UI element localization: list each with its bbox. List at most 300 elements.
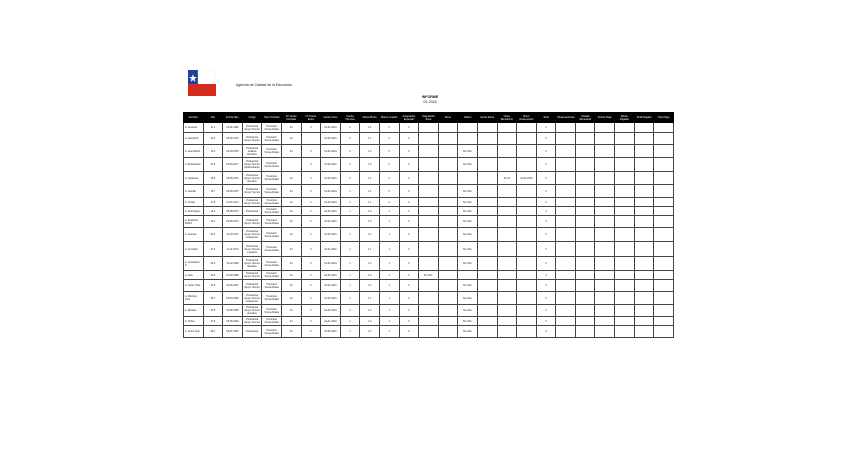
table-cell <box>575 133 595 145</box>
table-cell: 10-10-1971 <box>223 228 243 242</box>
table-cell: 04-04-1977 <box>223 158 243 172</box>
table-cell: 28.1 <box>203 326 223 338</box>
table-cell: 1.1 <box>360 242 380 257</box>
table-cell: Honorario Suma Alzada <box>262 158 282 172</box>
table-cell <box>477 172 497 185</box>
column-header: Bono Desempeño <box>517 113 537 123</box>
table-cell: 0 <box>536 123 556 133</box>
table-cell <box>438 280 458 292</box>
table-cell <box>654 228 674 242</box>
table-cell: Profesional Analista Estudios <box>242 145 262 158</box>
table-cell: Honorario Suma Alzada <box>262 242 282 257</box>
table-cell: 0 <box>536 228 556 242</box>
table-cell: 0 <box>340 123 360 133</box>
table-cell <box>575 280 595 292</box>
table-cell <box>517 280 537 292</box>
table-cell: 02-02-1979 <box>223 133 243 145</box>
table-cell: 01-01-2016 <box>321 257 341 271</box>
column-header: Horas Extra <box>477 113 497 123</box>
table-cell <box>556 292 576 305</box>
table-cell: 2 <box>301 271 321 280</box>
table-cell: 01-01-1980 <box>223 123 243 133</box>
table-cell <box>615 326 635 338</box>
government-logo <box>188 70 216 96</box>
table-cell: Profesional Apoyo Técnico Evaluación <box>244 293 260 303</box>
table-cell: 0 <box>399 242 419 257</box>
table-cell: Sin Obs. <box>458 317 478 326</box>
table-row <box>184 172 674 185</box>
table-cell: 0 <box>536 185 556 198</box>
table-cell: Sin Obs. <box>458 242 478 257</box>
table-cell <box>556 242 576 257</box>
table-cell <box>497 292 517 305</box>
table-cell: 07-07-1974 <box>223 198 243 207</box>
table-cell: 1 <box>340 198 360 207</box>
table-cell <box>654 207 674 216</box>
table-cell: Profesional Apoyo Técnico <box>244 318 260 324</box>
table-row <box>184 292 674 305</box>
table-cell <box>654 198 674 207</box>
table-cell <box>615 185 635 198</box>
table-cell <box>517 123 537 133</box>
table-cell: 11-11-1970 <box>223 242 243 257</box>
table-cell <box>595 207 615 216</box>
column-header: Monto Líquido <box>379 113 399 123</box>
table-cell: 0 <box>301 158 321 172</box>
table-row <box>184 145 674 158</box>
table-cell: 0 <box>536 305 556 317</box>
table-cell <box>477 257 497 271</box>
table-cell <box>654 133 674 145</box>
table-cell: 44 <box>281 292 301 305</box>
table-cell <box>477 158 497 172</box>
table-cell: Honorario Suma Alzada <box>262 172 282 185</box>
table-cell: 20.2 <box>203 228 223 242</box>
table-cell: 0 <box>340 172 360 185</box>
column-header: Asignación Especial <box>399 113 419 123</box>
table-cell: A. Cárdenas <box>184 172 204 185</box>
table-cell: A. Morales <box>184 305 204 317</box>
table-cell: 44 <box>281 242 301 257</box>
table-cell: Sin Obs. <box>419 271 439 280</box>
table-cell: 1 <box>379 280 399 292</box>
table-cell <box>477 185 497 198</box>
table-cell: 24.6 <box>203 280 223 292</box>
table-cell <box>419 280 439 292</box>
report-title: INFORME <box>421 95 439 99</box>
table-cell <box>615 216 635 228</box>
table-cell: A. Fuentes <box>184 228 204 242</box>
table-cell: 0 <box>536 207 556 216</box>
table-cell: 0 <box>399 185 419 198</box>
table-cell <box>438 207 458 216</box>
table-cell: 1 <box>340 317 360 326</box>
table-row <box>184 185 674 198</box>
table-cell: 14.5 <box>203 158 223 172</box>
table-cell: 05-06-1964 <box>223 317 243 326</box>
table-cell: 1 <box>340 242 360 257</box>
table-row <box>184 242 674 257</box>
table-cell <box>634 185 654 198</box>
table-cell: A. Arancibia R. <box>184 145 204 158</box>
table-cell: 01-01-2016 <box>321 172 341 185</box>
table-cell <box>477 216 497 228</box>
table-cell <box>517 242 537 257</box>
table-cell <box>615 280 635 292</box>
table-cell: A. López Silva <box>184 280 204 292</box>
table-cell <box>517 317 537 326</box>
table-cell <box>556 158 576 172</box>
table-cell <box>634 271 654 280</box>
table-cell <box>615 198 635 207</box>
table-cell: 0 <box>536 326 556 338</box>
table-cell: 01-01-2016 <box>321 145 341 158</box>
table-cell <box>575 172 595 185</box>
table-cell: A. Díaz Rojas <box>184 207 204 216</box>
table-cell <box>634 326 654 338</box>
column-header: Rut <box>203 113 223 123</box>
table-cell: 1 <box>379 305 399 317</box>
table-cell: 0 <box>536 172 556 185</box>
table-cell: 44 <box>281 326 301 338</box>
table-cell: 0 <box>301 172 321 185</box>
table-cell <box>575 123 595 133</box>
table-cell <box>497 257 517 271</box>
table-cell: A. Acevedo <box>184 123 204 133</box>
column-header: Fecha Nac. <box>223 113 243 123</box>
table-cell: 1.3 <box>360 305 380 317</box>
table-cell <box>595 317 615 326</box>
table-cell: Sin Obs. <box>458 305 478 317</box>
table-cell: Sin Obs. <box>458 257 478 271</box>
table-cell: Profesional Apoyo Técnico <box>242 133 262 145</box>
table-cell: A. González <box>184 242 204 257</box>
table-cell <box>615 317 635 326</box>
table-cell: 25.7 <box>203 292 223 305</box>
table-cell <box>634 242 654 257</box>
table-cell: 0 <box>536 242 556 257</box>
table-cell <box>419 185 439 198</box>
table-cell <box>615 228 635 242</box>
table-cell <box>419 228 439 242</box>
table-cell <box>477 326 497 338</box>
table-cell: 2 <box>301 317 321 326</box>
table-cell <box>517 228 537 242</box>
table-cell <box>438 305 458 317</box>
table-cell: 0 <box>399 326 419 338</box>
table-cell <box>340 216 360 228</box>
table-cell <box>497 185 517 198</box>
table-row <box>184 317 674 326</box>
table-row <box>184 271 674 280</box>
table-cell <box>634 123 654 133</box>
table-cell <box>556 185 576 198</box>
table-cell: 1.1 <box>360 292 380 305</box>
table-cell <box>575 305 595 317</box>
staff-table <box>183 112 674 338</box>
table-cell: 1 <box>379 326 399 338</box>
table-cell: 0 <box>399 158 419 172</box>
table-cell <box>419 158 439 172</box>
table-cell: 44 <box>281 123 301 133</box>
table-cell <box>477 133 497 145</box>
table-row <box>184 198 674 207</box>
table-cell: 1.2 <box>360 228 380 242</box>
table-cell: 0 <box>536 133 556 145</box>
table-cell <box>419 216 439 228</box>
table-row <box>184 158 674 172</box>
table-cell: Honorario Suma Alzada <box>262 280 282 292</box>
table-cell <box>595 145 615 158</box>
table-cell: 01-01-2016 <box>321 280 341 292</box>
table-cell: A. Bustamante <box>184 158 204 172</box>
table-cell <box>615 242 635 257</box>
table-cell: 1 <box>340 280 360 292</box>
table-cell: 1.2 <box>360 185 380 198</box>
table-cell <box>419 207 439 216</box>
table-cell <box>281 158 301 172</box>
table-cell: Profesional Apoyo Técnico <box>242 216 262 228</box>
table-cell <box>419 317 439 326</box>
table-cell: Honorario Suma Alzada <box>262 317 282 326</box>
table-row <box>184 326 674 338</box>
table-cell: Sin Obs. <box>458 158 478 172</box>
table-cell <box>438 133 458 145</box>
table-cell: 21.3 <box>203 242 223 257</box>
table-cell <box>556 123 576 133</box>
table-cell: 1.0 <box>360 271 380 280</box>
table-cell: A. Espinoza Muñoz <box>184 216 204 228</box>
table-cell: 1.2 <box>360 326 380 338</box>
table-cell <box>438 242 458 257</box>
table-cell: 44 <box>281 317 301 326</box>
table-cell <box>595 216 615 228</box>
table-cell: 26.8 <box>203 305 223 317</box>
table-cell <box>595 326 615 338</box>
table-cell: 0 <box>399 305 419 317</box>
table-cell <box>615 133 635 145</box>
table-cell <box>634 172 654 185</box>
table-cell <box>634 305 654 317</box>
table-cell: 0 <box>399 145 419 158</box>
table-cell: 44 <box>281 305 301 317</box>
table-cell: 1.3 <box>360 207 380 216</box>
table-cell: Sin Obs. <box>458 145 478 158</box>
table-cell: 12.3 <box>203 133 223 145</box>
table-cell: 0 <box>379 133 399 145</box>
table-cell: 0 <box>536 280 556 292</box>
table-cell <box>575 242 595 257</box>
table-cell <box>477 292 497 305</box>
table-cell: Profesional Apoyo Técnico <box>244 124 260 131</box>
table-cell: Profesional Apoyo Técnico Estudios <box>242 257 262 271</box>
report-date: 01-2016 <box>423 100 437 104</box>
table-row <box>184 123 674 133</box>
table-cell <box>458 123 478 133</box>
table-cell: A. Castillo <box>184 185 204 198</box>
table-cell: 2 <box>301 305 321 317</box>
table-cell: 0 <box>301 123 321 133</box>
table-cell: 1 <box>340 271 360 280</box>
table-cell <box>575 185 595 198</box>
table-cell <box>595 172 615 185</box>
table-cell <box>477 198 497 207</box>
table-cell: 0 <box>379 198 399 207</box>
table-cell: 01-01-2016 <box>321 228 341 242</box>
table-cell: 01-01 <box>497 172 517 185</box>
table-cell: Honorario Suma Alzada <box>262 292 282 305</box>
table-cell: 44 <box>281 172 301 185</box>
table-cell: 2 <box>301 228 321 242</box>
table-cell <box>575 198 595 207</box>
table-cell <box>438 228 458 242</box>
table-cell: 44 <box>281 198 301 207</box>
table-cell <box>634 292 654 305</box>
table-cell: Honorario Suma Alzada <box>262 216 282 228</box>
table-cell: 0 <box>536 292 556 305</box>
table-cell: 44 <box>281 145 301 158</box>
table-cell <box>595 271 615 280</box>
table-cell: 2 <box>301 185 321 198</box>
table-cell: 0 <box>399 280 419 292</box>
table-cell <box>517 185 537 198</box>
table-cell <box>556 317 576 326</box>
table-cell: Profesional Apoyo Técnico <box>244 199 260 205</box>
table-cell: 0 <box>536 158 556 172</box>
table-cell <box>517 207 537 216</box>
table-cell: A. Jara <box>184 271 204 280</box>
table-cell: 06-06-1975 <box>223 185 243 198</box>
table-cell <box>556 198 576 207</box>
table-cell <box>595 257 615 271</box>
table-cell: 0 <box>536 216 556 228</box>
table-cell <box>575 145 595 158</box>
table-cell: Honorario Suma Alzada <box>262 198 282 207</box>
table-cell <box>438 185 458 198</box>
table-cell: 01-01-2016 <box>321 305 341 317</box>
table-cell <box>301 133 321 145</box>
table-cell: Honorario Suma Alzada <box>262 257 282 271</box>
table-cell <box>419 172 439 185</box>
table-cell: 01-01-2016 <box>321 317 341 326</box>
table-cell: Sin Obs. <box>458 228 478 242</box>
table-cell <box>419 198 439 207</box>
table-cell: 0 <box>399 172 419 185</box>
table-cell <box>595 198 615 207</box>
table-cell: 1.3 <box>360 257 380 271</box>
table-cell: 1.0 <box>360 317 380 326</box>
table-cell: 1 <box>340 185 360 198</box>
table-cell <box>477 317 497 326</box>
table-row <box>184 207 674 216</box>
column-header: Fecha Término <box>340 113 360 123</box>
table-cell: 0 <box>340 145 360 158</box>
table-cell: 01-01-2016 <box>321 271 341 280</box>
table-cell: 04-05-1965 <box>223 305 243 317</box>
table-cell <box>556 228 576 242</box>
table-cell <box>575 207 595 216</box>
table-cell <box>497 133 517 145</box>
table-cell: 05-05-1976 <box>223 172 243 185</box>
table-cell <box>438 216 458 228</box>
table-cell: Profesional Apoyo Técnico Administración <box>242 158 262 172</box>
table-cell <box>458 133 478 145</box>
column-header: Viático <box>458 113 478 123</box>
table-cell: 01-01-2016 <box>321 326 341 338</box>
table-cell: 1 <box>340 292 360 305</box>
table-cell <box>438 326 458 338</box>
table-cell: 01-02-1968 <box>223 271 243 280</box>
table-cell: 01-01-2016 <box>321 242 341 257</box>
table-cell <box>497 158 517 172</box>
table-cell: 1 <box>340 305 360 317</box>
table-cell <box>497 317 517 326</box>
table-cell <box>517 326 537 338</box>
table-cell <box>595 242 615 257</box>
table-cell <box>634 145 654 158</box>
table-cell: 23.5 <box>203 271 223 280</box>
table-cell: A. Hernández P. <box>184 257 204 271</box>
table-cell <box>615 257 635 271</box>
column-header: Total <box>536 113 556 123</box>
table-cell: Profesional Apoyo Técnico <box>242 280 262 292</box>
table-cell <box>497 123 517 133</box>
table-cell: Profesional Apoyo Técnico <box>244 272 260 278</box>
table-cell <box>438 198 458 207</box>
table-cell: 0 <box>536 198 556 207</box>
table-cell <box>575 158 595 172</box>
table-cell: Sin Obs. <box>458 198 478 207</box>
column-header: N° Horas Contrato <box>281 113 301 123</box>
table-cell <box>556 145 576 158</box>
column-header: Fecha Pago <box>595 113 615 123</box>
table-cell <box>556 326 576 338</box>
table-row <box>184 280 674 292</box>
table-cell: 16.7 <box>203 185 223 198</box>
table-cell: 03-04-1966 <box>223 292 243 305</box>
table-cell <box>419 305 439 317</box>
table-cell <box>595 123 615 133</box>
table-row <box>184 305 674 317</box>
column-header: Bono <box>438 113 458 123</box>
table-cell: 02-03-1967 <box>223 280 243 292</box>
table-header-row <box>184 113 674 123</box>
table-cell: 0 <box>399 292 419 305</box>
table-cell: 01-01-2016 <box>321 216 341 228</box>
table-cell: Honorario Suma Alzada <box>262 228 282 242</box>
table-cell <box>575 326 595 338</box>
table-cell: A. Cortés <box>184 198 204 207</box>
table-cell <box>419 133 439 145</box>
table-cell <box>615 207 635 216</box>
table-cell: A. Martínez Vera <box>184 292 204 305</box>
table-cell <box>438 292 458 305</box>
table-cell <box>419 123 439 133</box>
table-cell: 08-08-1973 <box>223 207 243 216</box>
table-cell <box>419 257 439 271</box>
table-cell: 1.3 <box>360 145 380 158</box>
table-cell: 11.1 <box>203 123 223 133</box>
table-row <box>184 133 674 145</box>
table-cell: 0 <box>399 207 419 216</box>
table-cell <box>595 133 615 145</box>
table-cell <box>477 242 497 257</box>
table-cell <box>654 242 674 257</box>
table-cell <box>595 280 615 292</box>
table-cell <box>654 145 674 158</box>
table-cell <box>615 172 635 185</box>
table-cell: Honorario Suma Alzada <box>262 207 282 216</box>
